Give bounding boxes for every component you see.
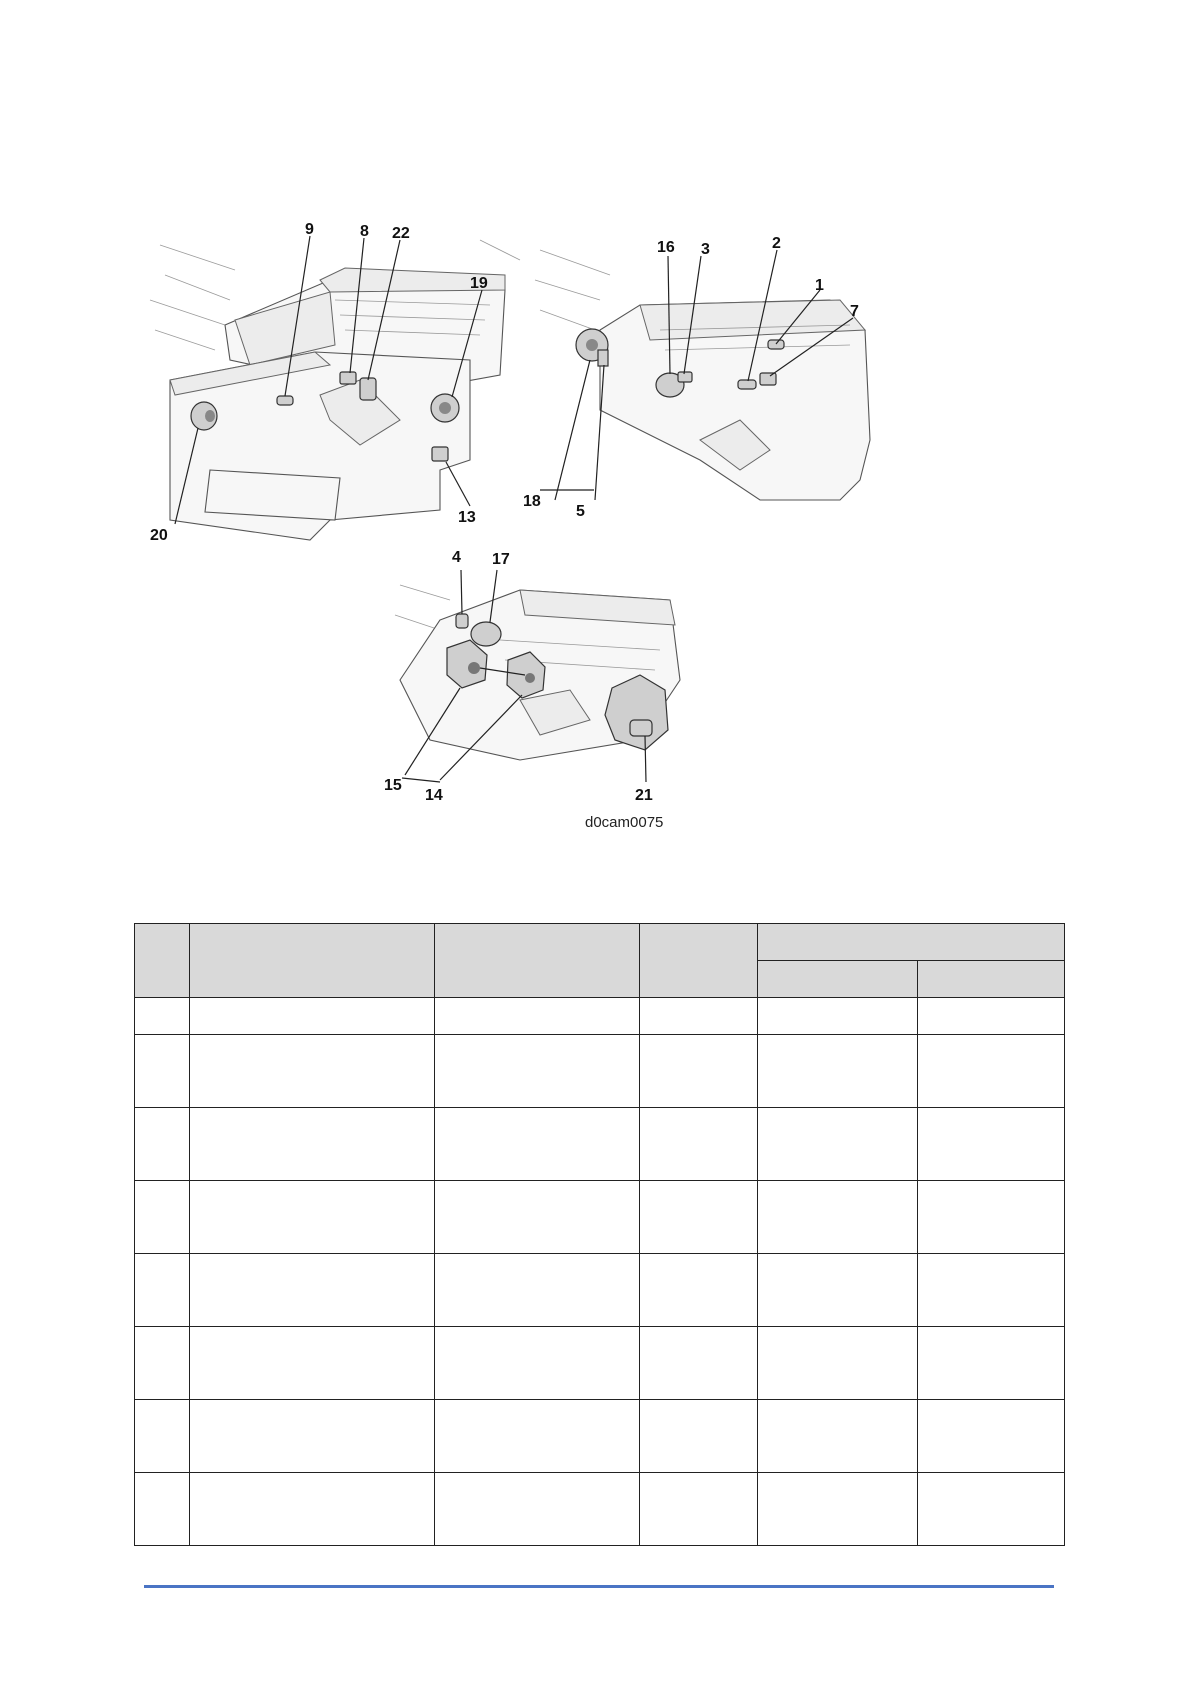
part-5 bbox=[598, 350, 608, 366]
component-layout-figure bbox=[0, 0, 1191, 840]
callout-15: 15 bbox=[384, 777, 402, 794]
header-cell bbox=[918, 961, 1065, 998]
table-row bbox=[135, 1108, 1065, 1181]
part-4 bbox=[456, 614, 468, 628]
callout-5: 5 bbox=[576, 503, 585, 520]
callout-22: 22 bbox=[392, 225, 410, 242]
callout-20: 20 bbox=[150, 527, 168, 544]
figure-id: d0cam0075 bbox=[585, 814, 664, 831]
part-17 bbox=[471, 622, 501, 646]
view-upper-right bbox=[523, 235, 870, 520]
callout-14: 14 bbox=[425, 787, 443, 804]
callout-1: 1 bbox=[815, 277, 824, 294]
part-7 bbox=[760, 373, 776, 385]
component-table bbox=[134, 923, 1065, 1546]
callout-18: 18 bbox=[523, 493, 541, 510]
table-row bbox=[135, 998, 1065, 1035]
header-cell bbox=[640, 924, 758, 998]
part-1 bbox=[768, 340, 784, 349]
callout-2: 2 bbox=[772, 235, 781, 252]
part-13 bbox=[432, 447, 448, 461]
callout-21: 21 bbox=[635, 787, 653, 804]
part-3 bbox=[678, 372, 692, 382]
part-9 bbox=[277, 396, 293, 405]
document-tray bbox=[205, 470, 340, 520]
table-row bbox=[135, 1327, 1065, 1400]
callout-16: 16 bbox=[657, 239, 675, 256]
callout-19: 19 bbox=[470, 275, 488, 292]
part-21-assembly bbox=[605, 675, 668, 750]
part-8 bbox=[340, 372, 356, 384]
header-cell bbox=[435, 924, 640, 998]
table-row bbox=[135, 1181, 1065, 1254]
part-22 bbox=[360, 378, 376, 400]
table-row bbox=[135, 1035, 1065, 1108]
callout-4: 4 bbox=[452, 549, 461, 566]
part-21 bbox=[630, 720, 652, 736]
callout-9: 9 bbox=[305, 221, 314, 238]
callout-8: 8 bbox=[360, 223, 369, 240]
table-row bbox=[135, 1400, 1065, 1473]
view-lower bbox=[384, 549, 680, 831]
table-row bbox=[135, 1473, 1065, 1546]
header-cell bbox=[758, 924, 1065, 961]
header-cell bbox=[758, 961, 918, 998]
header-cell bbox=[190, 924, 435, 998]
callout-3: 3 bbox=[701, 241, 710, 258]
part-2 bbox=[738, 380, 756, 389]
callout-17: 17 bbox=[492, 551, 510, 568]
footer-rule bbox=[144, 1585, 1054, 1588]
table-header-row bbox=[135, 924, 1065, 961]
callout-7: 7 bbox=[850, 303, 859, 320]
view-upper-left bbox=[150, 221, 520, 544]
table-row bbox=[135, 1254, 1065, 1327]
header-cell bbox=[135, 924, 190, 998]
callout-13: 13 bbox=[458, 509, 476, 526]
